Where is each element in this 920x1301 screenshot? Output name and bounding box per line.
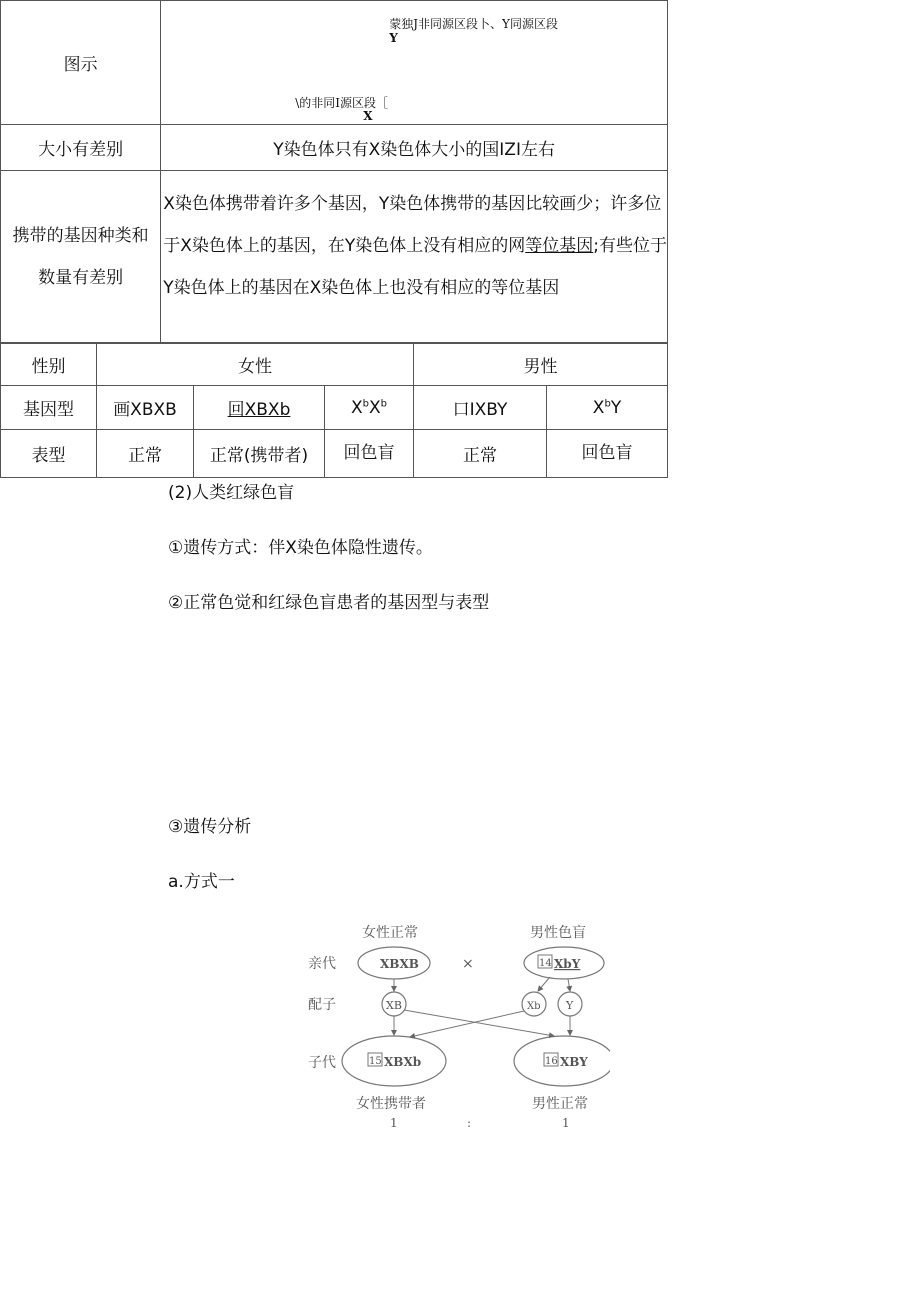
method-one-label: a.方式一 (168, 872, 235, 892)
header-male: 男性 (414, 344, 668, 386)
arrow-xb-small-to-female-child (410, 1011, 524, 1037)
row-value-genes (161, 171, 668, 343)
gamete-y: Y (566, 999, 574, 1012)
inheritance-mode: ①遗传方式：伴X染色体隐性遗传。 (168, 538, 433, 558)
figure-text-2: \的非同I源区段［ (295, 96, 389, 110)
row-label-phenotype: 表型 (1, 430, 97, 478)
parent-male-genotype: XbY (554, 957, 581, 971)
gamete-label: 配子 (308, 997, 336, 1013)
genotype-3: $X^bX^b$ (325, 386, 414, 430)
figure-label-y: Y (389, 31, 398, 45)
genes-line-3: Y染色体上的基因在X染色体上也没有相应的等位基因 (163, 278, 560, 298)
parent-male-num: 14 (539, 958, 552, 969)
female-normal-label: 女性正常 (362, 925, 418, 941)
sex-chromosome-table (0, 0, 668, 343)
row-label-genes: 携带的基因种类和数量有差别 (1, 171, 161, 343)
arrow-xb-to-male-child (404, 1010, 554, 1036)
ratio-right: 1 (562, 1116, 570, 1130)
offspring-female-num: 15 (369, 1056, 382, 1067)
offspring-male-num: 16 (545, 1056, 558, 1067)
arrow-male-to-xb (538, 977, 550, 991)
genotype-phenotype-table (0, 343, 668, 478)
offspring-female-genotype: XBXb (384, 1055, 422, 1069)
header-sex: 性别 (1, 344, 97, 386)
parent-female-genotype: XBXB (380, 957, 419, 971)
inheritance-diagram (300, 915, 610, 1135)
row-label-genotype: 基因型 (1, 386, 97, 430)
phenotype-1: 正常 (97, 430, 194, 478)
ratio-left: 1 (390, 1116, 398, 1130)
header-female: 女性 (97, 344, 414, 386)
cross-symbol: × (462, 956, 474, 972)
figure-text-1: 蒙独J非同源区段卜、Y同源区段 (389, 17, 558, 31)
phenotype-2: 正常(携带者) (194, 430, 325, 478)
male-blind-label: 男性色盲 (530, 925, 586, 941)
table2-caption: ②正常色觉和红绿色盲患者的基因型与表型 (168, 593, 490, 613)
genotype-4: 口IXBY (414, 386, 547, 430)
genotype-1: 画XBXB (97, 386, 194, 430)
section-heading-analysis: ③遗传分析 (168, 817, 252, 837)
parent-gen-label: 亲代 (308, 956, 336, 972)
arrow-male-to-y (568, 979, 570, 991)
row-label-size: 大小有差别 (1, 125, 161, 171)
gamete-xb: XB (386, 999, 402, 1012)
male-normal-label: 男性正常 (532, 1096, 588, 1112)
genes-line-1: X染色体携带着许多个基因，Y染色体携带的基因比较画少；许多位 (163, 194, 662, 214)
allele-term: 等位基因 (525, 236, 594, 256)
phenotype-3: 回色盲 (325, 430, 414, 478)
genotype-2: 回XBXb (194, 386, 325, 430)
genes-line-2: 于X染色体上的基因，在Y染色体上没有相应的网等位基因;有些位于 (163, 236, 667, 256)
figure-label-x: X (363, 109, 373, 123)
phenotype-4: 正常 (414, 430, 547, 478)
offspring-label: 子代 (308, 1055, 336, 1071)
phenotype-5: 回色盲 (547, 430, 668, 478)
row-value-size: Y染色体只有X染色体大小的国IZI左右 (161, 125, 668, 171)
gamete-xb-small: Xb (527, 1001, 541, 1012)
female-carrier-label: 女性携带者 (356, 1096, 426, 1112)
genotype-5: $X^bY$ (547, 386, 668, 430)
row-label-figure: 图示 (1, 1, 161, 125)
section-heading-colorblind: (2)人类红绿色盲 (168, 483, 295, 503)
figure-cell (161, 1, 668, 125)
ratio-separator: : (467, 1116, 472, 1130)
offspring-male-genotype: XBY (560, 1055, 588, 1069)
